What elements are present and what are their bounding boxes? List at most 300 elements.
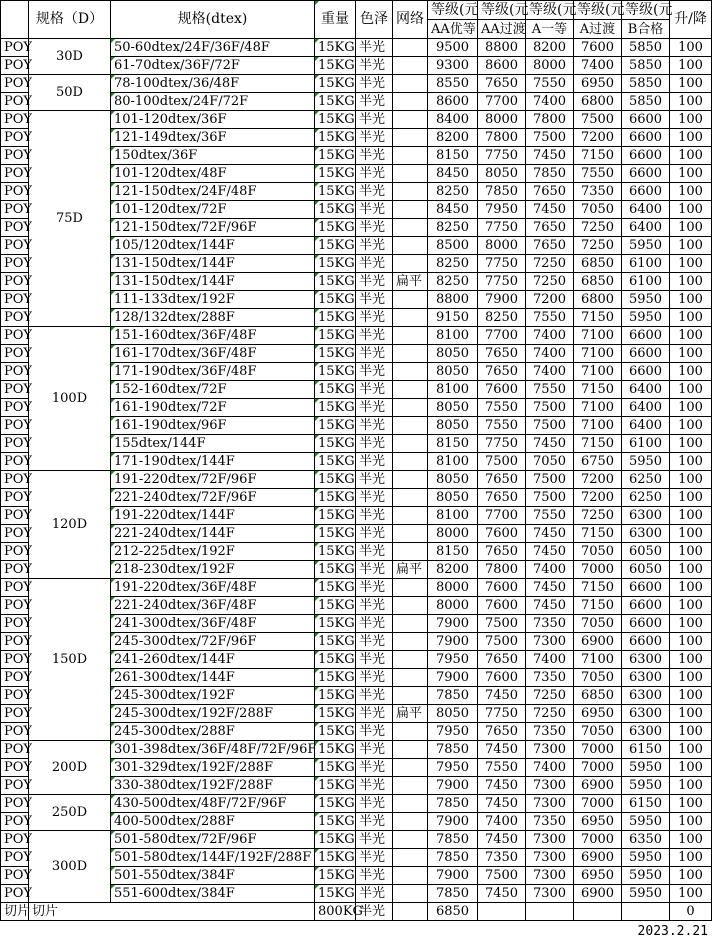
price-cell: 7250 — [574, 507, 622, 525]
change-cell: 100 — [670, 579, 712, 597]
color-cell: 半光 — [356, 651, 393, 669]
network-cell — [393, 741, 428, 759]
header-change: 升/降 — [670, 1, 712, 39]
price-cell: 7550 — [478, 759, 526, 777]
spec-cell: 191-220dtex/36F/48F — [111, 579, 315, 597]
denier-cell: 120D — [29, 471, 111, 579]
color-cell: 半光 — [356, 687, 393, 705]
price-cell: 7500 — [526, 417, 574, 435]
type-cell: POY — [1, 471, 29, 489]
denier-cell: 200D — [29, 741, 111, 795]
price-cell: 7900 — [428, 867, 478, 885]
weight-cell: 15KG — [315, 219, 356, 237]
type-cell: POY — [1, 255, 29, 273]
price-cell: 8000 — [526, 57, 574, 75]
weight-cell: 15KG — [315, 579, 356, 597]
price-cell: 8100 — [428, 507, 478, 525]
change-cell: 100 — [670, 543, 712, 561]
price-cell: 6300 — [622, 723, 670, 741]
price-cell: 7550 — [526, 381, 574, 399]
weight-cell: 15KG — [315, 849, 356, 867]
price-cell: 6600 — [622, 363, 670, 381]
network-cell: 扁平 — [393, 705, 428, 723]
price-cell: 7150 — [574, 381, 622, 399]
change-cell: 100 — [670, 561, 712, 579]
price-cell: 8250 — [478, 309, 526, 327]
price-cell: 7500 — [478, 633, 526, 651]
network-cell — [393, 687, 428, 705]
change-cell: 100 — [670, 741, 712, 759]
color-cell: 半光 — [356, 75, 393, 93]
price-cell: 6800 — [574, 93, 622, 111]
spec-cell: 171-190dtex/144F — [111, 453, 315, 471]
price-cell: 7800 — [478, 129, 526, 147]
price-cell: 7600 — [478, 597, 526, 615]
chip-weight-cell: 800KG — [315, 903, 356, 921]
header-weight: 重量 — [315, 1, 356, 39]
price-cell: 6300 — [622, 651, 670, 669]
price-cell: 5950 — [622, 885, 670, 903]
price-cell: 8050 — [428, 489, 478, 507]
price-cell: 7150 — [574, 597, 622, 615]
price-cell: 8000 — [428, 597, 478, 615]
price-cell: 7850 — [428, 687, 478, 705]
header-a-trans: A过渡 — [574, 20, 622, 39]
price-cell: 6600 — [622, 597, 670, 615]
type-cell: POY — [1, 39, 29, 57]
chip-empty-cell — [478, 903, 526, 921]
color-cell: 半光 — [356, 291, 393, 309]
price-cell: 6100 — [622, 435, 670, 453]
price-cell: 7400 — [526, 759, 574, 777]
price-cell: 7550 — [526, 75, 574, 93]
price-cell: 7400 — [526, 327, 574, 345]
color-cell: 半光 — [356, 201, 393, 219]
price-cell: 7900 — [428, 615, 478, 633]
price-cell: 7200 — [574, 471, 622, 489]
price-cell: 7800 — [526, 111, 574, 129]
price-cell: 6300 — [622, 705, 670, 723]
price-cell: 7250 — [526, 705, 574, 723]
type-cell: POY — [1, 579, 29, 597]
type-cell: POY — [1, 741, 29, 759]
change-cell: 100 — [670, 453, 712, 471]
price-cell: 8450 — [428, 201, 478, 219]
price-cell: 7600 — [574, 39, 622, 57]
weight-cell: 15KG — [315, 795, 356, 813]
type-cell: POY — [1, 219, 29, 237]
price-cell: 6100 — [622, 255, 670, 273]
network-cell — [393, 147, 428, 165]
price-cell: 7650 — [478, 75, 526, 93]
change-cell: 100 — [670, 885, 712, 903]
price-cell: 7350 — [526, 615, 574, 633]
spec-cell: 241-260dtex/144F — [111, 651, 315, 669]
color-cell: 半光 — [356, 39, 393, 57]
price-cell: 5950 — [622, 309, 670, 327]
change-cell: 100 — [670, 327, 712, 345]
network-cell — [393, 885, 428, 903]
network-cell — [393, 669, 428, 687]
price-cell: 7450 — [526, 579, 574, 597]
price-cell: 8200 — [526, 39, 574, 57]
spec-cell: 151-160dtex/36F/48F — [111, 327, 315, 345]
price-cell: 7650 — [526, 219, 574, 237]
change-cell: 100 — [670, 129, 712, 147]
denier-cell: 150D — [29, 579, 111, 741]
price-cell: 7250 — [526, 273, 574, 291]
network-cell — [393, 39, 428, 57]
price-cell: 7050 — [574, 615, 622, 633]
price-cell: 8600 — [478, 57, 526, 75]
price-cell: 6600 — [622, 579, 670, 597]
price-cell: 6300 — [622, 687, 670, 705]
table-row — [1, 579, 712, 597]
spec-cell: 191-220dtex/144F — [111, 507, 315, 525]
change-cell: 100 — [670, 615, 712, 633]
change-cell: 100 — [670, 417, 712, 435]
price-cell: 7050 — [574, 723, 622, 741]
price-cell: 6850 — [574, 255, 622, 273]
color-cell: 半光 — [356, 165, 393, 183]
price-cell: 7400 — [526, 561, 574, 579]
price-cell: 5950 — [622, 777, 670, 795]
network-cell — [393, 867, 428, 885]
price-cell: 7150 — [574, 435, 622, 453]
weight-cell: 15KG — [315, 489, 356, 507]
network-cell — [393, 759, 428, 777]
header-b-pass: B合格 — [622, 20, 670, 39]
price-cell: 7150 — [574, 147, 622, 165]
spec-cell: 78-100dtex/36/48F — [111, 75, 315, 93]
network-cell: 扁平 — [393, 561, 428, 579]
network-cell — [393, 507, 428, 525]
price-cell: 6600 — [622, 165, 670, 183]
price-cell: 7850 — [428, 795, 478, 813]
price-cell: 8400 — [428, 111, 478, 129]
change-cell: 100 — [670, 795, 712, 813]
change-cell: 100 — [670, 309, 712, 327]
color-cell: 半光 — [356, 849, 393, 867]
price-cell: 7000 — [574, 795, 622, 813]
header-spec-dtex: 规格(dtex) — [111, 1, 315, 39]
price-cell: 7050 — [526, 453, 574, 471]
type-cell: POY — [1, 795, 29, 813]
price-cell: 7650 — [478, 651, 526, 669]
network-cell — [393, 777, 428, 795]
spec-cell: 330-380dtex/192F/288F — [111, 777, 315, 795]
price-cell: 7150 — [574, 579, 622, 597]
chip-change-cell: 0 — [670, 903, 712, 921]
price-cell: 8150 — [428, 543, 478, 561]
spec-cell: 241-300dtex/36F/48F — [111, 615, 315, 633]
network-cell — [393, 849, 428, 867]
color-cell: 半光 — [356, 435, 393, 453]
weight-cell: 15KG — [315, 777, 356, 795]
price-cell: 8150 — [428, 435, 478, 453]
price-cell: 8200 — [428, 561, 478, 579]
weight-cell: 15KG — [315, 237, 356, 255]
price-cell: 7400 — [526, 363, 574, 381]
network-cell — [393, 111, 428, 129]
price-cell: 9150 — [428, 309, 478, 327]
color-cell: 半光 — [356, 795, 393, 813]
chip-spec-cell: 切片 — [29, 903, 315, 921]
type-cell: POY — [1, 849, 29, 867]
color-cell: 半光 — [356, 363, 393, 381]
price-cell: 8000 — [428, 525, 478, 543]
type-cell: POY — [1, 327, 29, 345]
color-cell: 半光 — [356, 237, 393, 255]
table-row — [1, 39, 712, 57]
change-cell: 100 — [670, 489, 712, 507]
type-cell: POY — [1, 237, 29, 255]
color-cell: 半光 — [356, 831, 393, 849]
type-cell: POY — [1, 651, 29, 669]
price-cell: 8250 — [428, 255, 478, 273]
price-cell: 7500 — [526, 489, 574, 507]
color-cell: 半光 — [356, 723, 393, 741]
type-cell: POY — [1, 723, 29, 741]
color-cell: 半光 — [356, 615, 393, 633]
price-cell: 7850 — [428, 885, 478, 903]
weight-cell: 15KG — [315, 165, 356, 183]
price-cell: 7350 — [526, 669, 574, 687]
price-cell: 8450 — [428, 165, 478, 183]
price-cell: 7450 — [526, 525, 574, 543]
header-a-first: A一等 — [526, 20, 574, 39]
price-cell: 7300 — [526, 741, 574, 759]
spec-cell: 501-550dtex/384F — [111, 867, 315, 885]
weight-cell: 15KG — [315, 345, 356, 363]
network-cell — [393, 435, 428, 453]
weight-cell: 15KG — [315, 723, 356, 741]
price-cell: 6400 — [622, 219, 670, 237]
change-cell: 100 — [670, 687, 712, 705]
price-cell: 7400 — [526, 651, 574, 669]
weight-cell: 15KG — [315, 813, 356, 831]
price-cell: 7100 — [574, 399, 622, 417]
price-cell: 7750 — [478, 219, 526, 237]
type-cell: POY — [1, 669, 29, 687]
table-row — [1, 741, 712, 759]
spec-cell: 80-100dtex/24F/72F — [111, 93, 315, 111]
weight-cell: 15KG — [315, 39, 356, 57]
change-cell: 100 — [670, 147, 712, 165]
price-cell: 7900 — [428, 669, 478, 687]
spec-cell: 61-70dtex/36F/72F — [111, 57, 315, 75]
type-cell: POY — [1, 363, 29, 381]
price-cell: 7000 — [574, 759, 622, 777]
chip-price-cell: 6850 — [428, 903, 478, 921]
header-type — [1, 1, 29, 39]
price-cell: 7500 — [526, 471, 574, 489]
price-cell: 7700 — [478, 93, 526, 111]
price-cell: 6600 — [622, 183, 670, 201]
color-cell: 半光 — [356, 183, 393, 201]
network-cell — [393, 633, 428, 651]
spec-cell: 121-149dtex/36F — [111, 129, 315, 147]
price-cell: 6800 — [574, 291, 622, 309]
header-spec-denier: 规格（D） — [29, 1, 111, 39]
header-color: 色泽 — [356, 1, 393, 39]
network-cell — [393, 381, 428, 399]
weight-cell: 15KG — [315, 687, 356, 705]
price-cell: 6150 — [622, 741, 670, 759]
price-cell: 7750 — [478, 255, 526, 273]
change-cell: 100 — [670, 399, 712, 417]
change-cell: 100 — [670, 723, 712, 741]
type-cell: POY — [1, 885, 29, 903]
spec-cell: 245-300dtex/192F — [111, 687, 315, 705]
type-cell: POY — [1, 111, 29, 129]
table-row — [1, 795, 712, 813]
price-cell: 6100 — [622, 273, 670, 291]
change-cell: 100 — [670, 93, 712, 111]
type-cell: POY — [1, 129, 29, 147]
color-cell: 半光 — [356, 507, 393, 525]
color-cell: 半光 — [356, 705, 393, 723]
price-cell: 6300 — [622, 669, 670, 687]
price-cell: 7700 — [478, 327, 526, 345]
price-cell: 5850 — [622, 75, 670, 93]
spec-cell: 161-190dtex/96F — [111, 417, 315, 435]
weight-cell: 15KG — [315, 75, 356, 93]
price-cell: 7300 — [526, 777, 574, 795]
price-cell: 8050 — [428, 705, 478, 723]
color-cell: 半光 — [356, 669, 393, 687]
type-cell: POY — [1, 561, 29, 579]
price-cell: 7500 — [526, 129, 574, 147]
spec-cell: 191-220dtex/72F/96F — [111, 471, 315, 489]
price-cell: 7100 — [574, 417, 622, 435]
weight-cell: 15KG — [315, 507, 356, 525]
price-cell: 6350 — [622, 831, 670, 849]
price-cell: 7200 — [574, 489, 622, 507]
price-cell: 6950 — [574, 813, 622, 831]
price-cell: 7050 — [574, 669, 622, 687]
price-cell: 6750 — [574, 453, 622, 471]
price-cell: 5950 — [622, 453, 670, 471]
spec-cell: 128/132dtex/288F — [111, 309, 315, 327]
type-cell: POY — [1, 777, 29, 795]
price-cell: 7100 — [574, 651, 622, 669]
color-cell: 半光 — [356, 471, 393, 489]
color-cell: 半光 — [356, 741, 393, 759]
price-cell: 8600 — [428, 93, 478, 111]
type-cell: POY — [1, 147, 29, 165]
type-cell: POY — [1, 759, 29, 777]
price-cell: 7400 — [526, 345, 574, 363]
price-cell: 9500 — [428, 39, 478, 57]
chip-empty-cell — [622, 903, 670, 921]
price-cell: 8050 — [428, 345, 478, 363]
color-cell: 半光 — [356, 543, 393, 561]
type-cell: POY — [1, 507, 29, 525]
color-cell: 半光 — [356, 399, 393, 417]
price-cell: 7450 — [526, 201, 574, 219]
price-cell: 6600 — [622, 345, 670, 363]
price-cell: 7850 — [428, 831, 478, 849]
type-cell: POY — [1, 93, 29, 111]
price-cell: 7950 — [428, 651, 478, 669]
price-cell: 7650 — [478, 543, 526, 561]
price-cell: 7300 — [526, 849, 574, 867]
type-cell: POY — [1, 309, 29, 327]
color-cell: 半光 — [356, 309, 393, 327]
type-cell: POY — [1, 615, 29, 633]
chip-color-cell: 半光 — [356, 903, 393, 921]
price-cell: 6250 — [622, 471, 670, 489]
price-cell: 8250 — [428, 219, 478, 237]
change-cell: 100 — [670, 57, 712, 75]
price-cell: 7550 — [526, 309, 574, 327]
network-cell — [393, 237, 428, 255]
weight-cell: 15KG — [315, 57, 356, 75]
price-cell: 7350 — [574, 183, 622, 201]
network-cell — [393, 201, 428, 219]
color-cell: 半光 — [356, 129, 393, 147]
price-cell: 7000 — [574, 831, 622, 849]
network-cell — [393, 453, 428, 471]
price-cell: 7250 — [526, 255, 574, 273]
price-cell: 8000 — [478, 111, 526, 129]
spec-cell: 221-240dtex/144F — [111, 525, 315, 543]
spec-cell: 221-240dtex/36F/48F — [111, 597, 315, 615]
weight-cell: 15KG — [315, 741, 356, 759]
change-cell: 100 — [670, 363, 712, 381]
spec-cell: 101-120dtex/36F — [111, 111, 315, 129]
price-cell: 6950 — [574, 705, 622, 723]
network-cell — [393, 255, 428, 273]
color-cell: 半光 — [356, 417, 393, 435]
price-cell: 7300 — [526, 867, 574, 885]
report-date: 2023.2.21 — [637, 924, 708, 939]
price-cell: 7050 — [574, 543, 622, 561]
color-cell: 半光 — [356, 759, 393, 777]
price-cell: 7650 — [478, 345, 526, 363]
spec-cell: 245-300dtex/288F — [111, 723, 315, 741]
price-cell: 7900 — [428, 633, 478, 651]
spec-cell: 245-300dtex/192F/288F — [111, 705, 315, 723]
color-cell: 半光 — [356, 561, 393, 579]
price-cell: 7850 — [428, 741, 478, 759]
price-cell: 5850 — [622, 93, 670, 111]
type-cell: POY — [1, 399, 29, 417]
price-cell: 5950 — [622, 867, 670, 885]
price-cell: 7350 — [526, 723, 574, 741]
header-aa-trans: AA过渡 — [478, 20, 526, 39]
price-cell: 7000 — [574, 561, 622, 579]
price-cell: 7150 — [574, 525, 622, 543]
network-cell — [393, 795, 428, 813]
price-cell: 7900 — [478, 291, 526, 309]
change-cell: 100 — [670, 831, 712, 849]
change-cell: 100 — [670, 759, 712, 777]
weight-cell: 15KG — [315, 615, 356, 633]
header-grade-2: 等级(元 — [478, 1, 526, 20]
price-cell: 7450 — [478, 687, 526, 705]
price-cell: 7400 — [574, 57, 622, 75]
weight-cell: 15KG — [315, 201, 356, 219]
price-cell: 6850 — [574, 687, 622, 705]
color-cell: 半光 — [356, 813, 393, 831]
chip-empty-cell — [526, 903, 574, 921]
price-cell: 8000 — [478, 237, 526, 255]
network-cell — [393, 327, 428, 345]
color-cell: 半光 — [356, 381, 393, 399]
change-cell: 100 — [670, 111, 712, 129]
